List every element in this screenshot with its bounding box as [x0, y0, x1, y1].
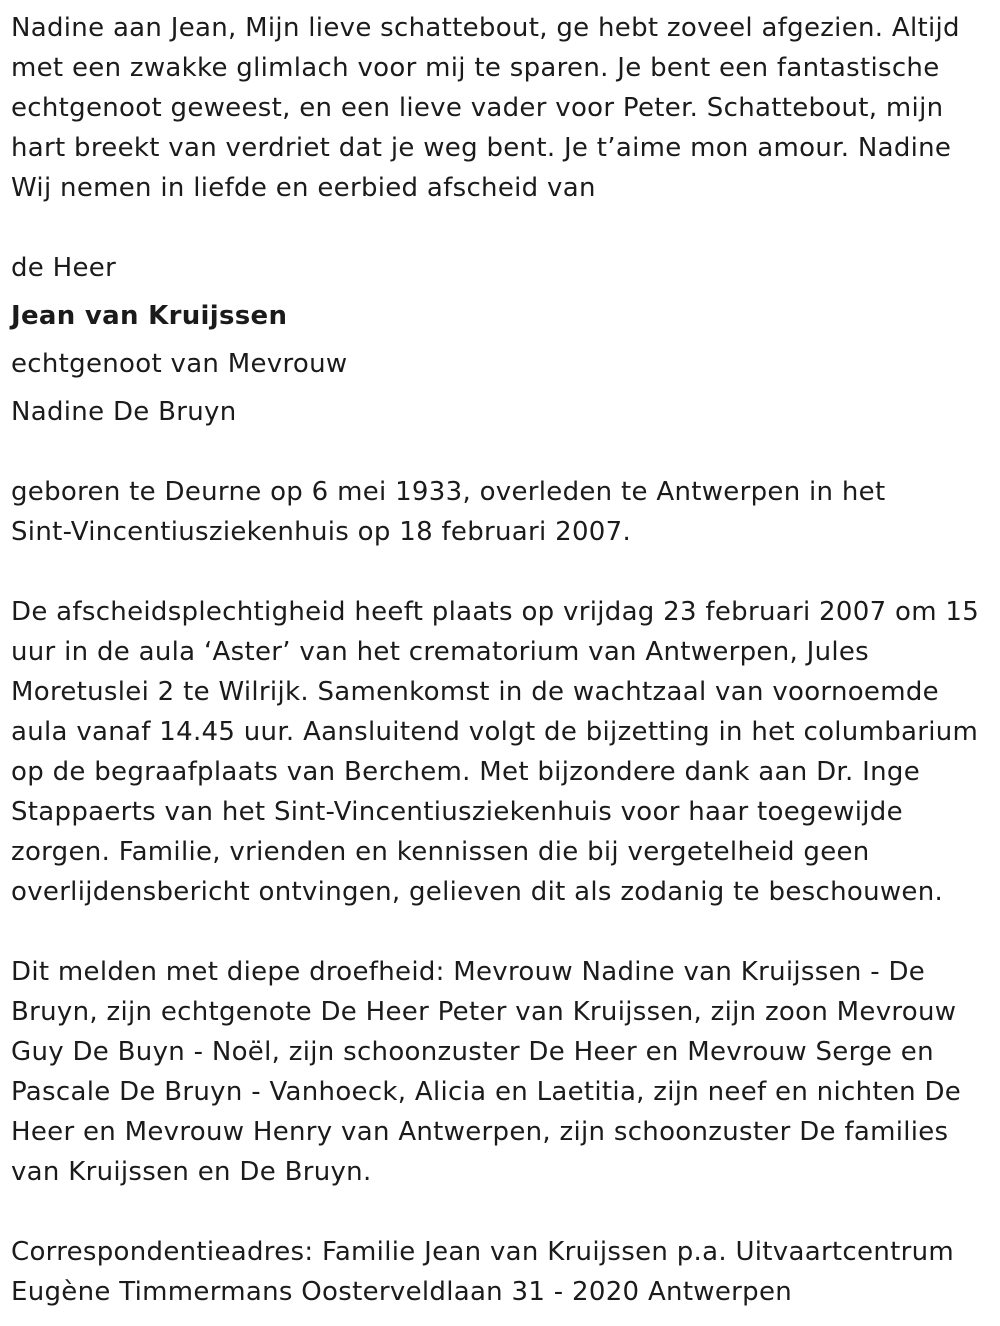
- correspondence-paragraph: Correspondentieadres: Familie Jean van Kruijssen p.a. Uitvaartcentrum Eugène Timmermans Oosterveldlaan 31 - 2020 Antwerpen: [11, 1237, 954, 1307]
- deceased-name: Jean van Kruijssen: [11, 301, 288, 331]
- intro-paragraph: Nadine aan Jean, Mijn lieve schattebout, ge hebt zoveel afgezien. Altijd met een zwakke glimlach voor mij te sparen. Je bent een fantastische echtgenoot geweest, en een lieve vader voor Peter. Schattebout, mijn hart breekt van verdriet dat je weg bent. Je t’aime mon amour. Nadine Wij nemen in liefde en eerbied afscheid van: [11, 13, 960, 203]
- spacer: [11, 912, 986, 952]
- spacer: [11, 552, 986, 592]
- spacer: [11, 432, 986, 472]
- spouse-line: echtgenoot van Mevrouw: [11, 349, 348, 379]
- obituary-document: [11, 8, 986, 1312]
- family-paragraph: Dit melden met diepe droefheid: Mevrouw Nadine van Kruijssen - De Bruyn, zijn echtgenote De Heer Peter van Kruijssen, zijn zoon Mevrouw Guy De Buyn - Noël, zijn schoonzuster De Heer en Mevrouw Serge en Pascale De Bruyn - Vanhoeck, Alicia en Laetitia, zijn neef en nichten De Heer en Mevrouw Henry van Antwerpen, zijn schoonzuster De families van Kruijssen en De Bruyn.: [11, 957, 962, 1187]
- ceremony-paragraph: De afscheidsplechtigheid heeft plaats op vrijdag 23 februari 2007 om 15 uur in de aula ‘Aster’ van het crematorium van Antwerpen, Jules Moretuslei 2 te Wilrijk. Samenkomst in de wachtzaal van voornoemde aula vanaf 14.45 uur. Aansluitend volgt de bijzetting in het columbarium op de begraafplaats van Berchem. Met bijzondere dank aan Dr. Inge Stappaerts van het Sint-Vincentiusziekenhuis voor haar toegewijde zorgen. Familie, vrienden en kennissen die bij vergetelheid geen overlijdensbericht ontvingen, gelieven dit als zodanig te beschouwen.: [11, 597, 980, 907]
- birth-death-paragraph: geboren te Deurne op 6 mei 1933, overleden te Antwerpen in het Sint-Vincentiusziekenhuis op 18 februari 2007.: [11, 477, 886, 547]
- spouse-name: Nadine De Bruyn: [11, 397, 237, 427]
- title-prefix: de Heer: [11, 253, 117, 283]
- spacer: [11, 1192, 986, 1232]
